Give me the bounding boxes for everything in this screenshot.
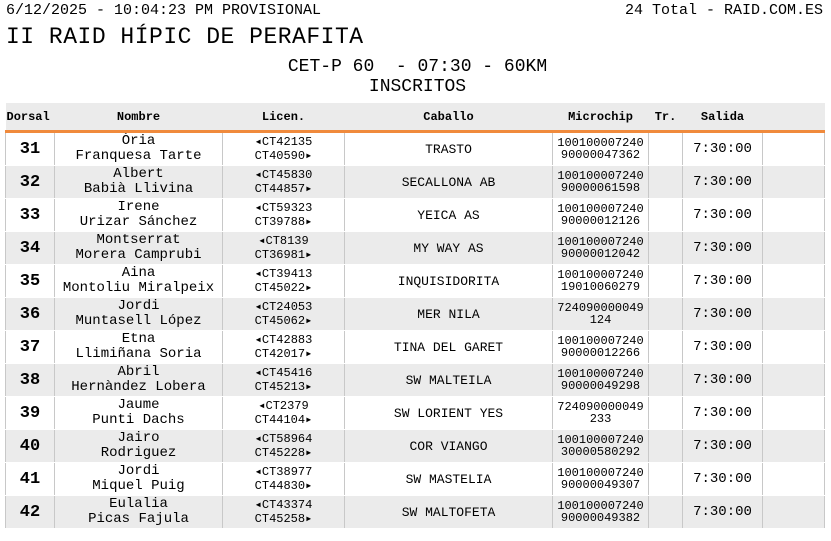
horse-license: CT45213▸	[254, 380, 313, 394]
dorsal-cell: 37	[6, 331, 55, 364]
horse-name-cell: SECALLONA AB	[345, 166, 553, 199]
horse-license: CT44104▸	[254, 413, 313, 427]
event-title: II RAID HÍPIC DE PERAFITA	[6, 24, 364, 50]
horse-name-cell: SW LORIENT YES	[345, 397, 553, 430]
microchip-line-2: 19010060279	[560, 280, 641, 294]
microchip-line-1: 100100007240	[557, 367, 644, 381]
rider-name-cell	[55, 397, 223, 430]
rider-name-cell	[55, 166, 223, 199]
tr-cell	[649, 199, 683, 232]
rider-name-cell	[55, 199, 223, 232]
rider-last-name: Picas Fajula	[88, 511, 189, 527]
entries-table	[5, 103, 825, 529]
horse-license: CT44830▸	[254, 479, 313, 493]
rider-last-name: Llimiñana Soria	[75, 346, 202, 362]
rider-license: ◂CT38977	[254, 465, 313, 479]
microchip-line-1: 100100007240	[557, 466, 644, 480]
table-row	[6, 430, 825, 463]
rider-name-cell	[55, 496, 223, 529]
dorsal-cell: 41	[6, 463, 55, 496]
start-time-cell: 7:30:00	[683, 331, 763, 364]
rider-name-cell	[55, 298, 223, 331]
rider-last-name: Hernàndez Lobera	[71, 379, 206, 395]
horse-license: CT40590▸	[254, 149, 313, 163]
tr-cell	[649, 397, 683, 430]
license-cell	[223, 496, 345, 529]
rider-last-name: Franquesa Tarte	[75, 148, 202, 164]
extra-cell	[763, 364, 825, 397]
microchip-cell	[553, 496, 649, 529]
start-time-cell: 7:30:00	[683, 298, 763, 331]
start-time-cell: 7:30:00	[683, 232, 763, 265]
rider-license: ◂CT58964	[254, 432, 313, 446]
rider-first-name: Eulalia	[109, 496, 168, 512]
horse-name-cell: COR VIANGO	[345, 430, 553, 463]
extra-cell	[763, 496, 825, 529]
dorsal-cell: 39	[6, 397, 55, 430]
top-status-line	[6, 2, 823, 19]
start-time-cell: 7:30:00	[683, 430, 763, 463]
table-row	[6, 496, 825, 529]
microchip-cell	[553, 265, 649, 298]
tr-cell	[649, 166, 683, 199]
dorsal-cell: 36	[6, 298, 55, 331]
horse-license: CT44857▸	[254, 182, 313, 196]
horse-license: CT45062▸	[254, 314, 313, 328]
microchip-line-2: 90000061598	[560, 181, 641, 195]
microchip-cell	[553, 132, 649, 166]
horse-license: CT45022▸	[254, 281, 313, 295]
rider-last-name: Morera Camprubi	[75, 247, 202, 263]
horse-license: CT45228▸	[254, 446, 313, 460]
tr-cell	[649, 265, 683, 298]
extra-cell	[763, 232, 825, 265]
rider-first-name: Abril	[117, 364, 160, 380]
start-time-cell: 7:30:00	[683, 364, 763, 397]
dorsal-cell: 40	[6, 430, 55, 463]
tr-cell	[649, 232, 683, 265]
col-header-extra	[763, 103, 825, 132]
microchip-line-1: 100100007240	[557, 235, 644, 249]
rider-last-name: Miquel Puig	[92, 478, 185, 494]
rider-license: ◂CT42883	[254, 333, 313, 347]
dorsal-cell: 31	[6, 132, 55, 166]
microchip-cell	[553, 331, 649, 364]
rider-first-name: Albert	[113, 166, 164, 182]
rider-license: ◂CT24053	[254, 300, 313, 314]
horse-name-cell: TRASTO	[345, 132, 553, 166]
microchip-line-1: 100100007240	[557, 334, 644, 348]
microchip-line-1: 100100007240	[557, 136, 644, 150]
rider-first-name: Òria	[121, 133, 156, 149]
dorsal-cell: 32	[6, 166, 55, 199]
horse-name-cell: SW MALTEILA	[345, 364, 553, 397]
rider-name-cell	[55, 463, 223, 496]
rider-license: ◂CT42135	[254, 135, 313, 149]
rider-last-name: Muntasell López	[75, 313, 202, 329]
microchip-line-2: 90000047362	[560, 148, 641, 162]
tr-cell	[649, 364, 683, 397]
extra-cell	[763, 132, 825, 166]
extra-cell	[763, 298, 825, 331]
license-cell	[223, 331, 345, 364]
microchip-cell	[553, 430, 649, 463]
license-cell	[223, 199, 345, 232]
horse-name-cell: MY WAY AS	[345, 232, 553, 265]
col-header-licen: Licen.	[223, 103, 345, 132]
microchip-line-2: 90000012042	[560, 247, 641, 261]
microchip-line-2: 124	[589, 313, 612, 327]
microchip-line-1: 724090000049	[557, 400, 644, 414]
rider-name-cell	[55, 331, 223, 364]
microchip-line-2: 90000012126	[560, 214, 641, 228]
dorsal-cell: 42	[6, 496, 55, 529]
horse-name-cell: INQUISIDORITA	[345, 265, 553, 298]
table-row	[6, 463, 825, 496]
start-time-cell: 7:30:00	[683, 265, 763, 298]
license-cell	[223, 298, 345, 331]
microchip-line-2: 90000049298	[560, 379, 641, 393]
extra-cell	[763, 430, 825, 463]
rider-first-name: Etna	[121, 331, 156, 347]
col-header-tr: Tr.	[649, 103, 683, 132]
microchip-line-1: 100100007240	[557, 202, 644, 216]
rider-name-cell	[55, 232, 223, 265]
rider-name-cell	[55, 430, 223, 463]
category-line: CET-P 60 - 07:30 - 60KM	[287, 57, 548, 77]
license-cell	[223, 397, 345, 430]
col-header-microchip: Microchip	[553, 103, 649, 132]
horse-license: CT45258▸	[254, 512, 313, 526]
microchip-cell	[553, 199, 649, 232]
microchip-line-1: 724090000049	[557, 301, 644, 315]
col-header-dorsal: Dorsal	[6, 103, 55, 132]
table-row	[6, 232, 825, 265]
extra-cell	[763, 265, 825, 298]
dorsal-cell: 33	[6, 199, 55, 232]
timestamp-provisional: 6/12/2025 - 10:04:23 PM PROVISIONAL	[6, 2, 322, 19]
table-row	[6, 199, 825, 232]
table-row	[6, 265, 825, 298]
dorsal-cell: 38	[6, 364, 55, 397]
extra-cell	[763, 331, 825, 364]
rider-name-cell	[55, 364, 223, 397]
tr-cell	[649, 331, 683, 364]
start-time-cell: 7:30:00	[683, 132, 763, 166]
license-cell	[223, 430, 345, 463]
tr-cell	[649, 430, 683, 463]
tr-cell	[649, 496, 683, 529]
horse-name-cell: SW MALTOFETA	[345, 496, 553, 529]
horse-license: CT36981▸	[254, 248, 313, 262]
horse-license: CT42017▸	[254, 347, 313, 361]
microchip-cell	[553, 463, 649, 496]
rider-first-name: Montserrat	[96, 232, 181, 248]
rider-first-name: Aina	[121, 265, 156, 281]
rider-license: ◂CT8139	[258, 234, 309, 248]
microchip-line-2: 90000012266	[560, 346, 641, 360]
start-time-cell: 7:30:00	[683, 496, 763, 529]
microchip-line-2: 90000049382	[560, 511, 641, 525]
extra-cell	[763, 397, 825, 430]
tr-cell	[649, 463, 683, 496]
start-time-cell: 7:30:00	[683, 166, 763, 199]
table-row	[6, 132, 825, 166]
table-header-row	[6, 103, 825, 132]
extra-cell	[763, 199, 825, 232]
start-time-cell: 7:30:00	[683, 463, 763, 496]
col-header-salida: Salida	[683, 103, 763, 132]
rider-license: ◂CT2379	[258, 399, 309, 413]
extra-cell	[763, 463, 825, 496]
rider-name-cell	[55, 132, 223, 166]
tr-cell	[649, 132, 683, 166]
rider-license: ◂CT39413	[254, 267, 313, 281]
table-row	[6, 331, 825, 364]
microchip-line-2: 90000049307	[560, 478, 641, 492]
table-row	[6, 298, 825, 331]
license-cell	[223, 232, 345, 265]
rider-license: ◂CT45830	[254, 168, 313, 182]
rider-first-name: Jordi	[117, 463, 160, 479]
microchip-line-1: 100100007240	[557, 499, 644, 513]
horse-name-cell: YEICA AS	[345, 199, 553, 232]
rider-last-name: Babià Llivina	[83, 181, 194, 197]
rider-license: ◂CT43374	[254, 498, 313, 512]
microchip-cell	[553, 298, 649, 331]
table-row	[6, 166, 825, 199]
horse-name-cell: SW MASTELIA	[345, 463, 553, 496]
table-row	[6, 364, 825, 397]
start-time-cell: 7:30:00	[683, 199, 763, 232]
start-time-cell: 7:30:00	[683, 397, 763, 430]
microchip-cell	[553, 397, 649, 430]
horse-name-cell: TINA DEL GARET	[345, 331, 553, 364]
microchip-line-2: 233	[589, 412, 612, 426]
microchip-line-2: 30000580292	[560, 445, 641, 459]
rider-name-cell	[55, 265, 223, 298]
rider-license: ◂CT45416	[254, 366, 313, 380]
rider-last-name: Urizar Sánchez	[79, 214, 198, 230]
rider-first-name: Jairo	[117, 430, 160, 446]
rider-last-name: Rodriguez	[100, 445, 177, 461]
dorsal-cell: 34	[6, 232, 55, 265]
rider-last-name: Punti Dachs	[92, 412, 185, 428]
extra-cell	[763, 166, 825, 199]
microchip-line-1: 100100007240	[557, 169, 644, 183]
license-cell	[223, 166, 345, 199]
list-title: INSCRITOS	[368, 77, 467, 97]
total-count-site: 24 Total - RAID.COM.ES	[624, 2, 823, 19]
table-row	[6, 397, 825, 430]
license-cell	[223, 463, 345, 496]
tr-cell	[649, 298, 683, 331]
rider-first-name: Jordi	[117, 298, 160, 314]
license-cell	[223, 132, 345, 166]
microchip-cell	[553, 232, 649, 265]
microchip-line-1: 100100007240	[557, 268, 644, 282]
license-cell	[223, 265, 345, 298]
rider-last-name: Montoliu Miralpeix	[62, 280, 215, 296]
col-header-caballo: Caballo	[345, 103, 553, 132]
microchip-cell	[553, 166, 649, 199]
license-cell	[223, 364, 345, 397]
col-header-nombre: Nombre	[55, 103, 223, 132]
horse-license: CT39788▸	[254, 215, 313, 229]
horse-name-cell: MER NILA	[345, 298, 553, 331]
microchip-line-1: 100100007240	[557, 433, 644, 447]
dorsal-cell: 35	[6, 265, 55, 298]
microchip-cell	[553, 364, 649, 397]
rider-license: ◂CT59323	[254, 201, 313, 215]
rider-first-name: Jaume	[117, 397, 160, 413]
rider-first-name: Irene	[117, 199, 160, 215]
